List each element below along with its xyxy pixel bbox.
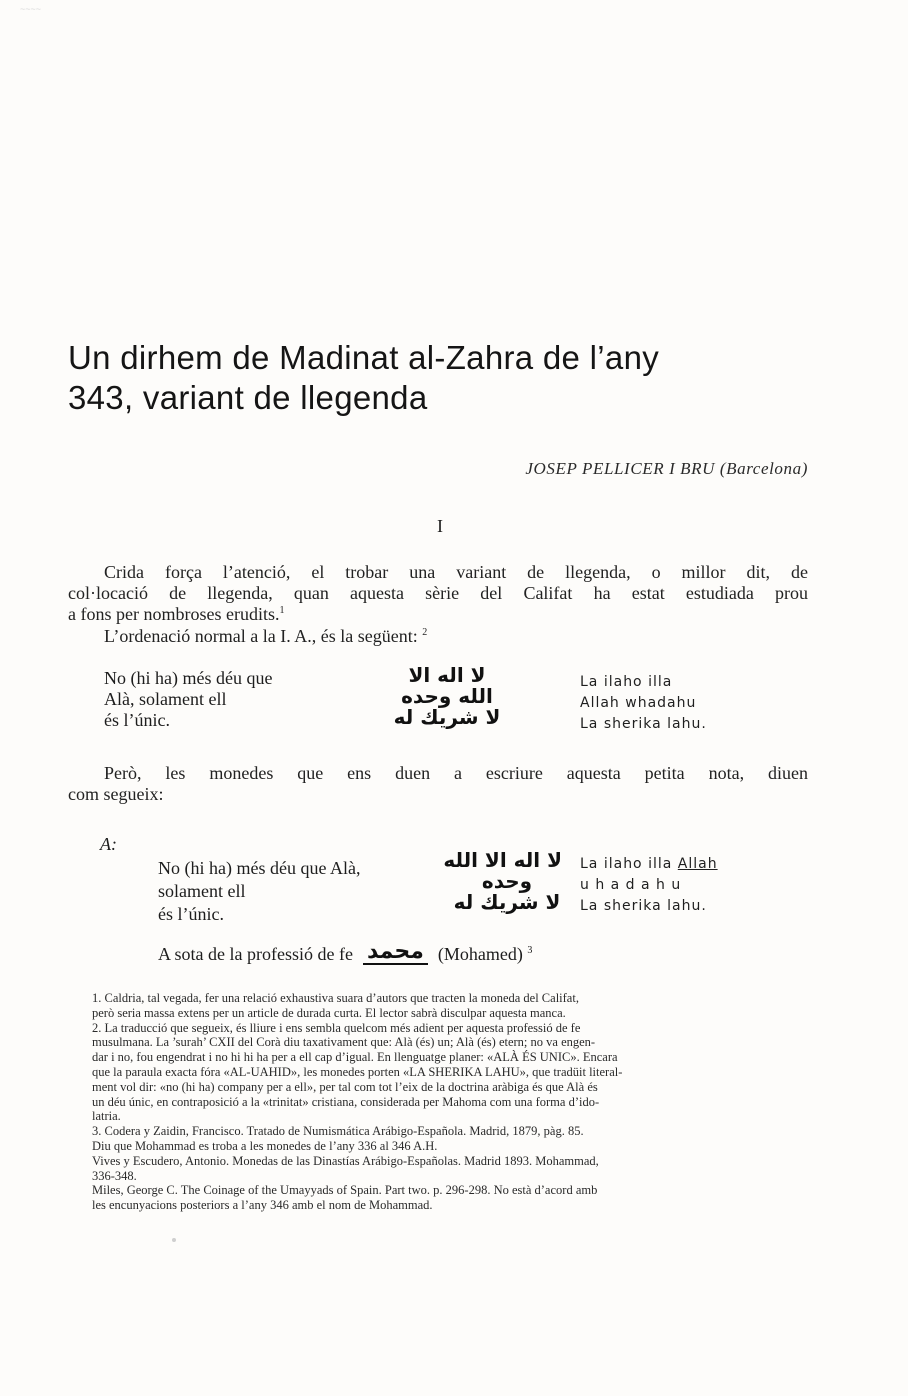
translation-line: Alà, solament ell: [104, 689, 227, 709]
article-title: [68, 338, 828, 418]
arabic-legend-normal: [392, 665, 502, 728]
footnote-line: les encunyacions posteriors a l’any 346 amb el nom de Mohammad.: [92, 1198, 433, 1213]
legend-translation-normal: [104, 668, 272, 731]
transliteration-line: [580, 854, 718, 875]
arabic-line: الله وحده: [401, 684, 493, 708]
footnote-line: ment vol dir: «no (hi ha) company per a ell», per tal com tot l’eix de la doctrina aràbiga és que Alà és: [92, 1079, 598, 1094]
arabic-line: وحده: [481, 869, 533, 893]
footnote-ref: 2: [422, 627, 428, 638]
arabic-legend-variant: [443, 848, 562, 914]
footnote-line: Miles, George C. The Coinage of the Umayyads of Spain. Part two. p. 296-298. No està d’acord amb: [92, 1183, 598, 1198]
paragraph-order-text: L’ordenació normal a la I. A., és la següent:: [104, 626, 423, 646]
translation-line: No (hi ha) més déu que Alà,: [158, 858, 361, 878]
footnote-2: [92, 1021, 810, 1125]
transliteration-line: u h a d a h u: [580, 877, 682, 893]
arabic-line: لا شريك له: [393, 705, 501, 729]
footnote-ref: 1: [279, 605, 285, 616]
footnote-ref: 3: [527, 945, 533, 956]
transliteration-line: Allah whadahu: [580, 695, 697, 711]
transliteration-line: La ilaho illa: [580, 674, 673, 690]
title-line-1: Un dirhem de Madinat al-Zahra de l’any: [68, 339, 660, 376]
footnote-line: 3. Codera y Zaidin, Francisco. Tratado de Numismática Arábigo-Española. Madrid, 1879, pàg. 85.: [92, 1124, 584, 1139]
footnote-line: 1. Caldria, tal vegada, fer una relació exhaustiva suara d’autors que tracten la moneda del Califat,: [92, 991, 579, 1005]
footnote-1: [92, 991, 810, 1021]
scan-corner-mark: ~~~~: [20, 4, 42, 14]
sota-mohamed: (Mohamed): [437, 944, 523, 964]
footnote-line: un déu únic, en contraposició a la «trinitat» cristiana, considerada per Mahoma com una forma d’ido-: [92, 1094, 600, 1109]
translation-line: és l’únic.: [104, 710, 170, 730]
transliteration-variant: [580, 854, 718, 917]
variant-label: A:: [100, 834, 117, 854]
section-number: I: [437, 516, 443, 536]
sota-text: A sota de la professió de fe: [158, 944, 353, 964]
arabic-line: لا اله الا الله: [443, 848, 562, 872]
author-byline: JOSEP PELLICER I BRU (Barcelona): [525, 459, 808, 478]
footnote-line: 2. La traducció que segueix, és lliure i ens sembla quelcom més adient per aquesta professió de fe: [92, 1020, 581, 1035]
sota-line: [158, 941, 532, 965]
paragraph-line: Però, les monedes que ens duen a escriure aquesta petita nota, diuen: [104, 763, 808, 783]
footnote-line: però seria massa extens per un article de durada curta. El lector sabrà disculpar aquesta manca.: [92, 1005, 566, 1020]
transliteration-text: La ilaho illa: [580, 856, 678, 872]
translation-line: és l’únic.: [158, 904, 224, 924]
sota-after-text: [438, 944, 532, 965]
footnote-3: [92, 1124, 810, 1213]
footnote-line: Vives y Escudero, Antonio. Monedas de las Dinastías Arábigo-Españolas. Madrid 1893. Mohammad,: [92, 1153, 599, 1168]
paragraph-line: com segueix:: [68, 784, 164, 804]
footnote-line: Diu que Mohammad es troba a les monedes de l’any 336 al 346 A.H.: [92, 1138, 438, 1153]
transliteration-underlined: Allah: [677, 856, 718, 872]
translation-line: No (hi ha) més déu que: [104, 668, 273, 688]
paragraph-intro: [68, 562, 808, 625]
paragraph-line-text: a fons per nombroses erudits.: [68, 604, 280, 624]
scan-dot: [172, 1238, 176, 1242]
legend-translation-variant: [158, 857, 360, 926]
footnotes: [92, 991, 810, 1213]
arabic-line: لا اله الا: [408, 663, 486, 687]
footnote-line: 336-348.: [92, 1168, 137, 1183]
transliteration-normal: [580, 672, 707, 735]
footnote-line: dar i no, fou engendrat i no hi hi ha per a ell cap d’igual. En llenguatge planer: «ALÀ ÉS UNIC». Encara: [92, 1050, 618, 1065]
paragraph-coins: [68, 763, 808, 805]
transliteration-line: La sherika lahu.: [580, 716, 707, 732]
footnote-line: latria.: [92, 1109, 121, 1124]
arabic-line: لا شريك له: [453, 890, 561, 914]
paragraph-line: col·locació de llegenda, quan aquesta sèrie del Califat ha estat estudiada prou: [68, 583, 808, 603]
transliteration-line: La sherika lahu.: [580, 898, 707, 914]
footnote-line: musulmana. La ’surah’ CXII del Corà diu taxativament que: Alà (és) un; Alà (és) etern; no va engen-: [92, 1035, 596, 1050]
title-line-2: 343, variant de llegenda: [68, 379, 428, 416]
mohamed-arabic-glyph: محمد: [363, 941, 428, 965]
paragraph-line: Crida força l’atenció, el trobar una variant de llegenda, o millor dit, de: [104, 562, 808, 582]
translation-line: solament ell: [158, 881, 246, 901]
paragraph-order: [104, 626, 427, 647]
paragraph-line: [68, 604, 808, 625]
footnote-line: que la paraula exacta fóra «AL-UAHID», les monedes porten «LA SHERIKA LAHU», que tradüit literal-: [92, 1064, 623, 1079]
